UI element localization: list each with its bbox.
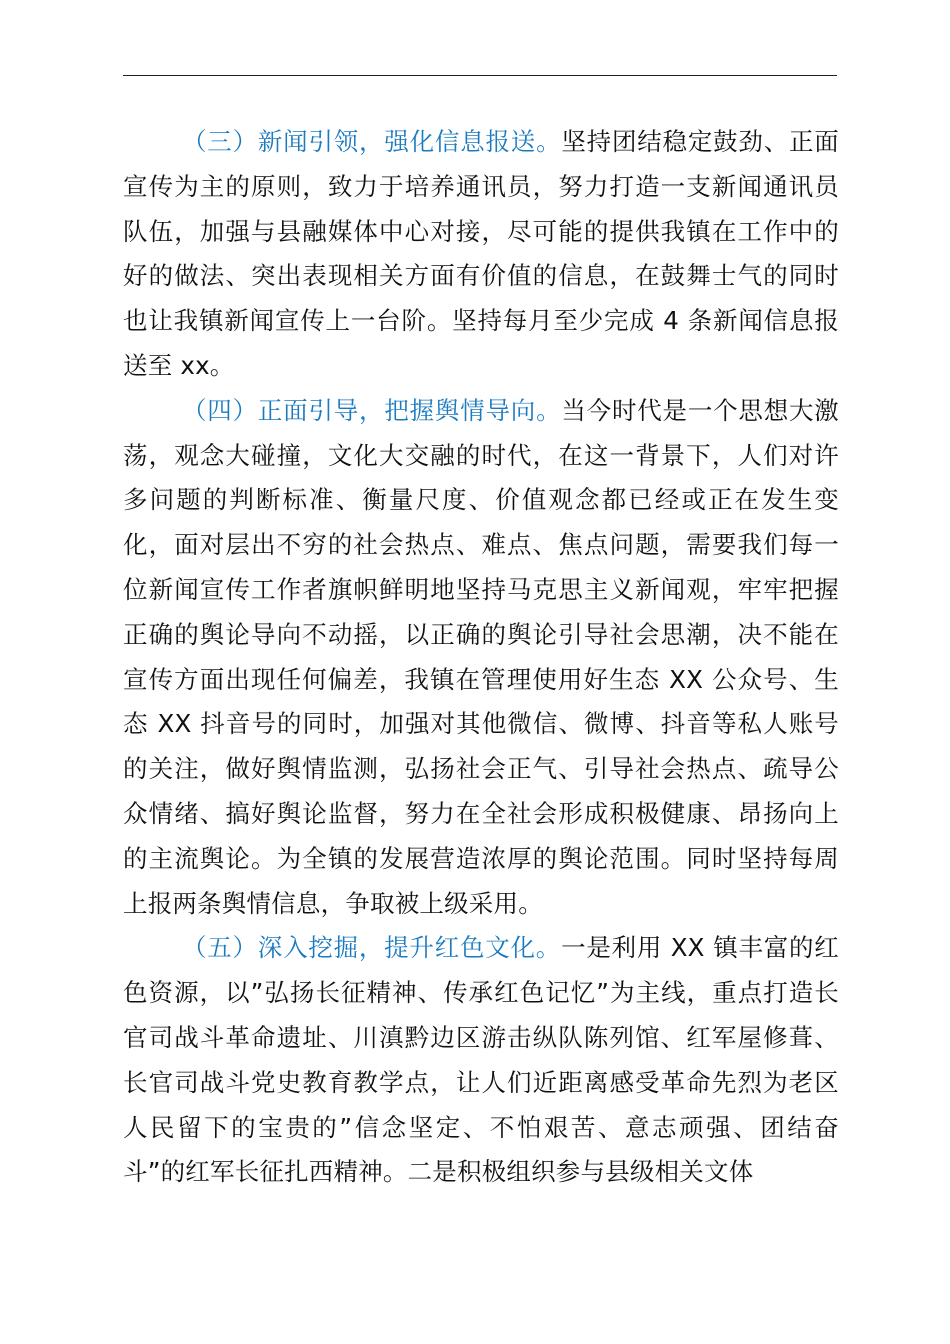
header-rule [123, 75, 837, 76]
paragraph-section-4 [123, 389, 839, 927]
section-4-text: 当今时代是一个思想大激荡，观念大碰撞，文化大交融的时代，在这一背景下，人们对许多问题的判断标准、衡量尺度、价值观念都已经或正在发生变化，面对层出不穷的社会热点、难点、焦点问题，需要我们每一位新闻宣传工作者旗帜鲜明地坚持马克思主义新闻观，牢牢把握正确的舆论导向不动摇，以正确的舆论引导社会思潮，决不能在宣传方面出现任何偏差，我镇在管理使用好生态 XX 公众号、生态 XX 抖音号的同时，加强对其他微信、微博、抖音等私人账号的关注，做好舆情监测，弘扬社会正气、引导社会热点、疏导公众情绪、搞好舆论监督，努力在全社会形成积极健康、昂扬向上的主流舆论。为全镇的发展营造浓厚的舆论范围。同时坚持每周上报两条舆情信息，争取被上级采用。 [123, 395, 840, 918]
section-5-text: 一是利用 XX 镇丰富的红色资源，以”弘扬长征精神、传承红色记忆”为主线，重点打造长官司战斗革命遗址、川滇黔边区游击纵队陈列馆、红军屋修葺、长官司战斗党史教育教学点，让人们近距离感受革命先烈为老区人民留下的宝贵的”信念坚定、不怕艰苦、意志顽强、团结奋斗”的红军长征扎西精神。二是积极组织参与县级相关文体 [123, 933, 840, 1187]
paragraph-section-3 [123, 120, 839, 389]
section-3-text: 坚持团结稳定鼓劲、正面宣传为主的原则，致力于培养通讯员，努力打造一支新闻通讯员队伍，加强与县融媒体中心对接，尽可能的提供我镇在工作中的好的做法、突出表现相关方面有价值的信息，在鼓舞士气的同时也让我镇新闻宣传上一台阶。坚持每月至少完成 4 条新闻信息报送至 xx。 [123, 127, 840, 380]
section-5-heading: （五）深入挖掘，提升红色文化。 [182, 933, 562, 963]
section-4-heading: （四）正面引导，把握舆情导向。 [182, 395, 562, 425]
paragraph-section-5 [123, 926, 839, 1195]
section-3-heading: （三）新闻引领，强化信息报送。 [182, 127, 562, 156]
document-body [123, 120, 839, 1195]
